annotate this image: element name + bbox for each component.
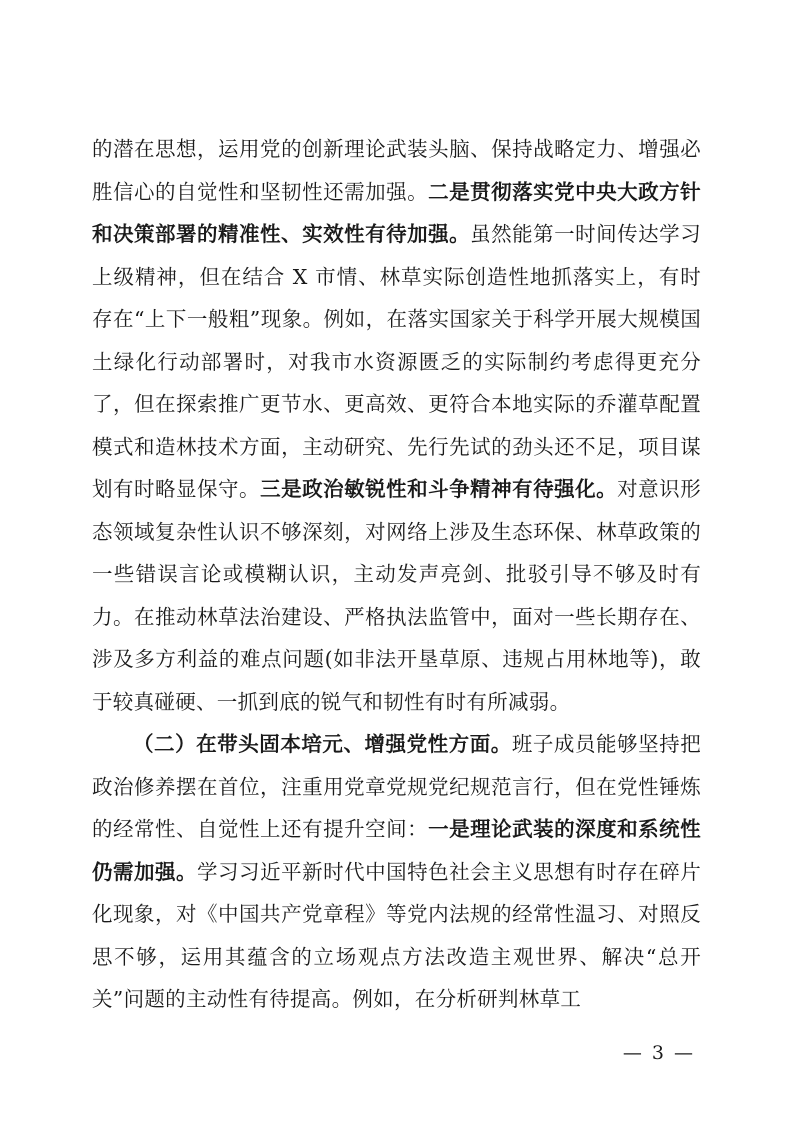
page-footer <box>0 1042 793 1064</box>
text-run-bold: 一是理论武装的深度和系统性仍需加强。 <box>92 817 701 884</box>
document-body <box>92 128 701 1021</box>
text-run-bold: 三是政治敏锐性和斗争精神有待强化。 <box>260 477 618 501</box>
text-run: 学习习近平新时代中国特色社会主义思想有时存在碎片化现象，对《中国共产党章程》等党内法规的经常性温习、对照反思不够，运用其蕴含的立场观点方法改造主观世界、解决“总开关”问题的主动性有待提高。例如，在分析研判林草工 <box>92 859 702 1011</box>
text-run-bold: （二）在带头固本培元、增强党性方面。 <box>133 732 512 756</box>
text-run: 虽然能第一时间传达学习上级精神，但在结合 X 市情、林草实际创造性地抓落实上，有时存在“上下一般粗”现象。例如，在落实国家关于科学开展大规模国土绿化行动部署时，对我市水资源匮乏的实际制约考虑得更充分了，但在探索推广更节水、更高效、更符合本地实际的乔灌草配置模式和造林技术方面，主动研究、先行先试的劲头还不足，项目谋划有时略显保守。 <box>92 222 701 501</box>
text-run: 班子成员能够坚持把政治修养摆在首位，注重用党章党规党纪规范言行，但在党性锤炼的经常性、自觉性上还有提升空间： <box>92 732 701 841</box>
text-run-bold: 二是贯彻落实党中央大政方针和决策部署的精准性、实效性有待加强。 <box>92 179 701 246</box>
text-run: 对意识形态领域复杂性认识不够深刻，对网络上涉及生态环保、林草政策的一些错误言论或模糊认识，主动发声亮剑、批驳引导不够及时有力。在推动林草法治建设、严格执法监管中，面对一些长期存在、涉及多方利益的难点问题(如非法开垦草原、违规占用林地等)，敢于较真碰硬、一抓到底的锐气和韧性有时有所减弱。 <box>92 477 701 714</box>
page-number: — 3 — <box>622 1042 695 1064</box>
text-run: 的潜在思想，运用党的创新理论武装头脑、保持战略定力、增强必胜信心的自觉性和坚韧性还需加强。 <box>92 137 701 204</box>
paragraph <box>92 723 701 1021</box>
paragraph <box>92 128 701 723</box>
